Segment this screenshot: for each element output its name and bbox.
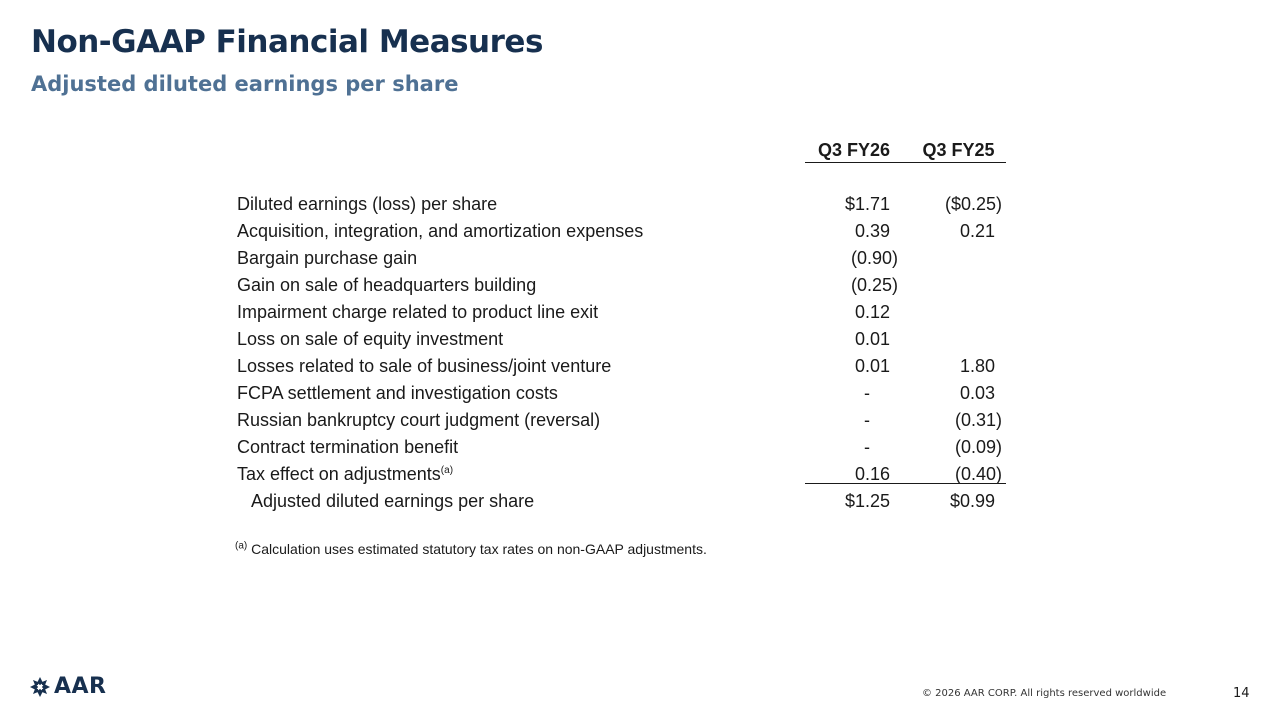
row-label	[237, 275, 536, 296]
table-row	[237, 245, 1017, 272]
row-q3fy26-value: -	[864, 410, 870, 430]
row-label	[237, 248, 417, 269]
row-q3fy25-value: 1.80	[959, 356, 995, 376]
copyright-notice: © 2026 AAR CORP. All rights reserved worldwide	[922, 688, 1167, 699]
row-label	[237, 383, 558, 404]
logo-text: AAR	[54, 674, 107, 699]
table-row	[237, 326, 1017, 353]
column-header-q3fy26: Q3 FY26	[817, 140, 891, 160]
page-subtitle: Adjusted diluted earnings per share	[31, 72, 459, 96]
footnote-marker: (a)	[235, 540, 248, 552]
row-label-text: Contract termination benefit	[237, 437, 459, 457]
row-label-text: Tax effect on adjustments	[237, 464, 441, 484]
page-number: 14	[1233, 686, 1250, 701]
page-title: Non-GAAP Financial Measures	[31, 24, 543, 60]
footnote	[235, 541, 707, 557]
total-q3fy25-value: $0.99	[949, 491, 995, 511]
row-label-text: Russian bankruptcy court judgment (reversal)	[237, 410, 601, 430]
row-label	[237, 356, 611, 377]
aar-logo	[29, 674, 107, 699]
row-q3fy26-value: 0.12	[854, 302, 890, 322]
footnote-reference: (a)	[440, 465, 454, 476]
footnote-text: Calculation uses estimated statutory tax rates on non-GAAP adjustments.	[247, 541, 707, 557]
total-label: Adjusted diluted earnings per share	[251, 491, 535, 511]
aar-logo-icon	[29, 676, 51, 698]
row-label	[237, 302, 598, 323]
table-row	[237, 434, 1017, 461]
total-q3fy26-value: $1.25	[844, 491, 890, 511]
column-header-q3fy25: Q3 FY25	[922, 140, 995, 160]
row-q3fy26-value: 0.01	[854, 329, 890, 349]
total-rule	[805, 483, 1006, 484]
eps-reconciliation-table	[237, 138, 1017, 515]
row-q3fy26-value: (0.90)	[850, 248, 898, 268]
row-q3fy25-value: 0.21	[959, 221, 995, 241]
row-label-text: Acquisition, integration, and amortization expenses	[237, 221, 644, 241]
row-label-text: Loss on sale of equity investment	[237, 329, 504, 349]
row-q3fy26-value: -	[864, 383, 870, 403]
row-label	[237, 464, 453, 485]
header-underline	[805, 162, 1006, 163]
table-row	[237, 380, 1017, 407]
table-row	[237, 407, 1017, 434]
row-label-text: Bargain purchase gain	[237, 248, 418, 268]
row-label-text: Gain on sale of headquarters building	[237, 275, 537, 295]
row-q3fy26-value: 0.39	[854, 221, 890, 241]
row-label-text: Losses related to sale of business/joint venture	[237, 356, 612, 376]
table-body	[237, 191, 1017, 488]
row-label	[237, 437, 458, 458]
row-q3fy26-value: (0.25)	[850, 275, 898, 295]
table-total-row	[237, 488, 1017, 515]
row-label	[237, 329, 503, 350]
row-q3fy26-value: 0.16	[854, 464, 890, 484]
row-label-text: FCPA settlement and investigation costs	[237, 383, 558, 403]
table-row	[237, 299, 1017, 326]
table-row	[237, 353, 1017, 380]
table-header-row	[237, 138, 1017, 163]
row-q3fy25-value: (0.40)	[954, 464, 1002, 484]
table-row	[237, 272, 1017, 299]
table-row	[237, 218, 1017, 245]
row-q3fy25-value: (0.31)	[954, 410, 1002, 430]
row-q3fy26-value: $1.71	[844, 194, 890, 214]
row-label	[237, 410, 600, 431]
row-label-text: Impairment charge related to product line exit	[237, 302, 599, 322]
row-q3fy25-value: (0.09)	[954, 437, 1002, 457]
row-label	[237, 194, 497, 215]
row-q3fy26-value: -	[864, 437, 870, 457]
row-label-text: Diluted earnings (loss) per share	[237, 194, 498, 214]
row-label	[237, 221, 643, 242]
row-q3fy25-value: ($0.25)	[944, 194, 1002, 214]
table-row	[237, 191, 1017, 218]
row-q3fy25-value: 0.03	[959, 383, 995, 403]
row-q3fy26-value: 0.01	[854, 356, 890, 376]
